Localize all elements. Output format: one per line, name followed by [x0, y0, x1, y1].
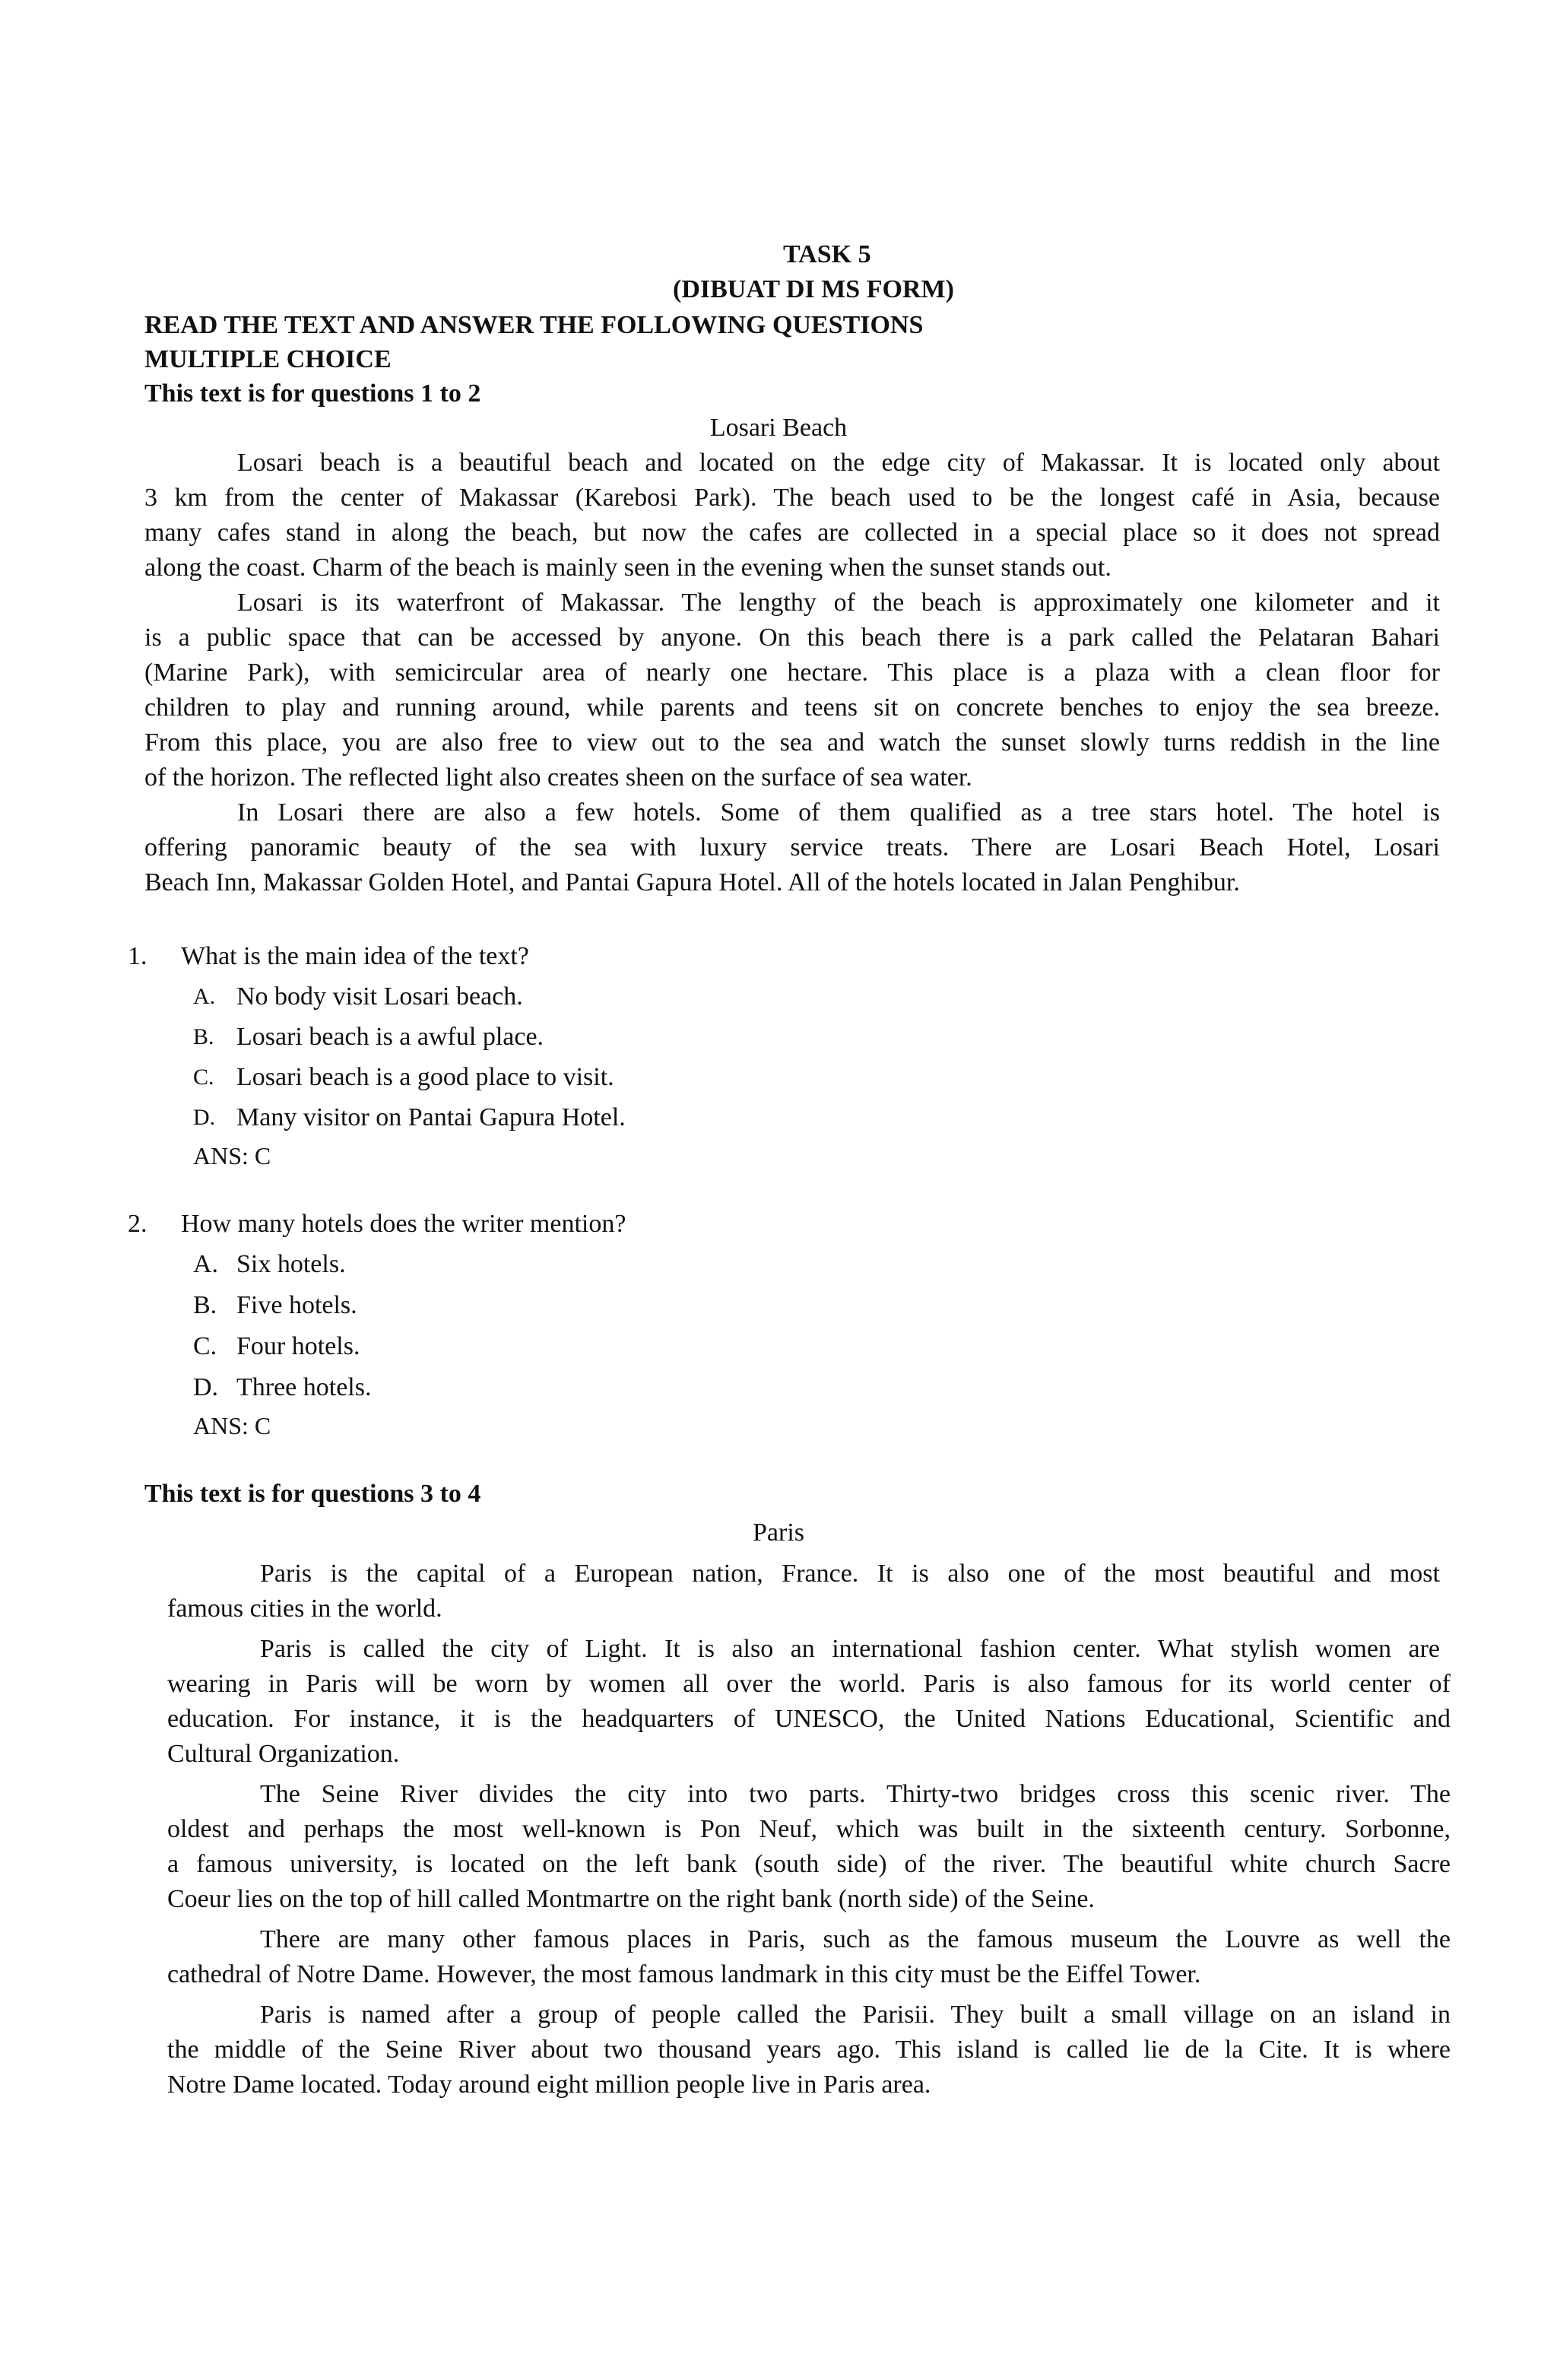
option-letter: A. — [193, 984, 216, 1009]
question-text: How many hotels does the writer mention? — [181, 1210, 626, 1238]
option-text: No body visit Losari beach. — [236, 982, 523, 1011]
option-text: Four hotels. — [236, 1332, 360, 1360]
section-heading: MULTIPLE CHOICE — [144, 345, 392, 373]
passage2-line: the middle of the Seine River about two thousand years ago. This island is called lie de la Cite. It is where — [167, 2036, 1451, 2064]
passage1-line: In Losari there are also a few hotels. Some of them qualified as a tree stars hotel. The hotel is — [237, 798, 1440, 827]
passage1-line: children to play and running around, while parents and teens sit on concrete benches to enjoy the sea breeze. — [144, 693, 1440, 722]
option-text: Three hotels. — [236, 1373, 372, 1401]
passage1-line: Losari beach is a beautiful beach and located on the edge city of Makassar. It is located only about — [237, 449, 1440, 477]
passage1-line: 3 km from the center of Makassar (Karebosi Park). The beach used to be the longest café in Asia, because — [144, 484, 1440, 512]
passage2-line: cathedral of Notre Dame. However, the most famous landmark in this city must be the Eiffel Tower. — [167, 1960, 1201, 1988]
passage2-title: Paris — [753, 1518, 804, 1547]
option-text: Many visitor on Pantai Gapura Hotel. — [236, 1103, 626, 1131]
passage2-intro: This text is for questions 3 to 4 — [144, 1480, 481, 1508]
passage2-line: famous cities in the world. — [167, 1595, 442, 1623]
question-number: 2. — [128, 1210, 147, 1238]
passage2-line: wearing in Paris will be worn by women all over the world. Paris is also famous for its world center of — [167, 1670, 1451, 1698]
passage2-line: The Seine River divides the city into two parts. Thirty-two bridges cross this scenic river. The — [260, 1780, 1451, 1808]
option-letter: D. — [193, 1373, 219, 1401]
passage2-line: Cultural Organization. — [167, 1740, 400, 1768]
passage1-line: offering panoramic beauty of the sea with luxury service treats. There are Losari Beach Hotel, Losari — [144, 833, 1440, 862]
passage1-line: (Marine Park), with semicircular area of nearly one hectare. This place is a plaza with a clean floor for — [144, 658, 1440, 687]
question-number: 1. — [128, 942, 147, 970]
passage2-line: Paris is the capital of a European nation, France. It is also one of the most beautiful and most — [260, 1560, 1440, 1588]
option-letter: A. — [193, 1250, 219, 1278]
passage1-line: From this place, you are also free to view out to the sea and watch the sunset slowly turns reddish in the line — [144, 728, 1440, 757]
passage1-line: along the coast. Charm of the beach is mainly seen in the evening when the sunset stands out. — [144, 554, 1111, 582]
passage1-line: many cafes stand in along the beach, but now the cafes are collected in a special place so it does not spread — [144, 519, 1440, 547]
passage1-line: Losari is its waterfront of Makassar. The lengthy of the beach is approximately one kilometer and it — [237, 589, 1440, 617]
option-text: Losari beach is a awful place. — [236, 1023, 544, 1051]
option-text: Six hotels. — [236, 1250, 346, 1278]
passage2-line: There are many other famous places in Paris, such as the famous museum the Louvre as well the — [260, 1925, 1451, 1953]
passage2-line: education. For instance, it is the headquarters of UNESCO, the United Nations Educational, Scientific and — [167, 1705, 1451, 1733]
option-letter: D. — [193, 1105, 216, 1130]
form-note: (DIBUAT DI MS FORM) — [673, 275, 954, 303]
option-letter: B. — [193, 1291, 217, 1319]
passage1-line: Beach Inn, Makassar Golden Hotel, and Pantai Gapura Hotel. All of the hotels located in Jalan Penghibur. — [144, 868, 1240, 896]
passage2-line: Paris is called the city of Light. It is also an international fashion center. What stylish women are — [260, 1635, 1440, 1663]
question-text: What is the main idea of the text? — [181, 942, 529, 970]
instruction-heading: READ THE TEXT AND ANSWER THE FOLLOWING QUESTIONS — [144, 311, 924, 339]
passage1-line: of the horizon. The reflected light also creates sheen on the surface of sea water. — [144, 763, 972, 792]
option-letter: C. — [193, 1332, 217, 1360]
answer-key: ANS: C — [193, 1142, 271, 1169]
passage2-line: Notre Dame located. Today around eight million people live in Paris area. — [167, 2071, 931, 2099]
passage1-line: is a public space that can be accessed by anyone. On this beach there is a park called the Pelataran Bahari — [144, 624, 1440, 652]
task-title: TASK 5 — [783, 240, 871, 268]
option-text: Five hotels. — [236, 1291, 357, 1319]
passage1-title: Losari Beach — [709, 414, 848, 442]
answer-key: ANS: C — [193, 1412, 271, 1439]
option-text: Losari beach is a good place to visit. — [236, 1063, 614, 1091]
passage2-line: Paris is named after a group of people called the Parisii. They built a small village on an island in — [260, 2001, 1451, 2029]
passage2-line: a famous university, is located on the left bank (south side) of the river. The beautiful white church Sacre — [167, 1850, 1451, 1878]
option-letter: B. — [193, 1024, 214, 1049]
passage1-intro: This text is for questions 1 to 2 — [144, 379, 481, 408]
passage2-line: oldest and perhaps the most well-known is Pon Neuf, which was built in the sixteenth century. Sorbonne, — [167, 1815, 1451, 1843]
passage2-line: Coeur lies on the top of hill called Montmartre on the right bank (north side) of the Seine. — [167, 1885, 1095, 1913]
option-letter: C. — [193, 1065, 214, 1090]
